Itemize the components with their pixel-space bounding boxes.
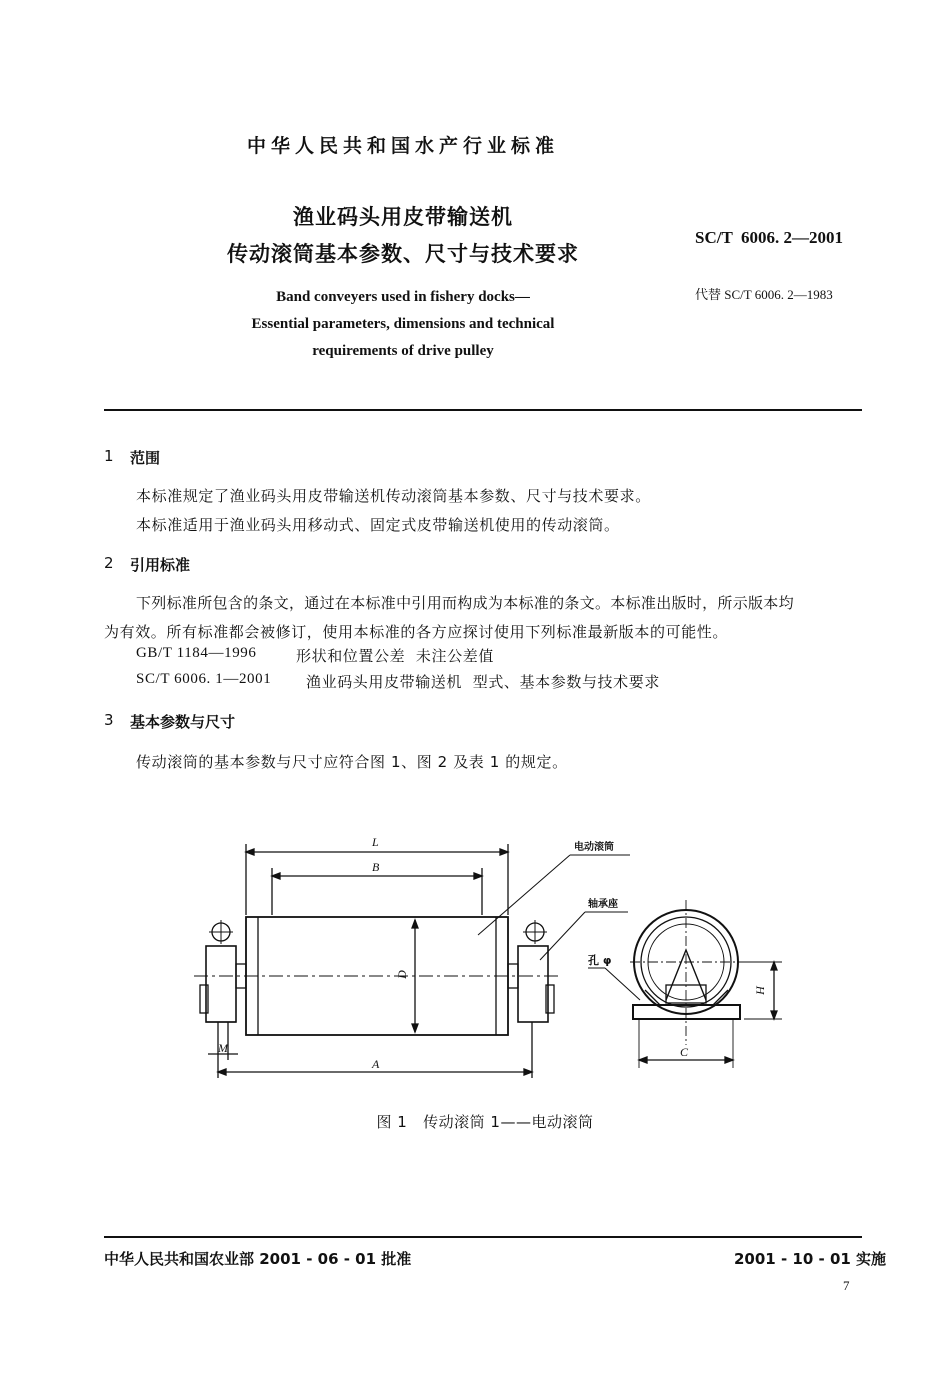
title-zh-line2: 传动滚筒基本参数、尺寸与技术要求 <box>227 242 579 266</box>
reference-1-title: 形状和位置公差 未注公差值 <box>296 647 494 665</box>
page-number: 7 <box>843 1278 850 1293</box>
section-3-title: 基本参数与尺寸 <box>130 713 236 731</box>
dim-A-label: A <box>372 1057 380 1071</box>
standard-category: 中华人民共和国水产行业标准 <box>246 135 559 157</box>
section-2-number: 2 <box>104 554 114 572</box>
dim-D-label: D <box>394 970 409 979</box>
dim-L-label: L <box>372 835 379 849</box>
section-1-para-2: 本标准适用于渔业码头用移动式、固定式皮带输送机使用的传动滚筒。 <box>136 516 620 534</box>
section-3-para-1: 传动滚筒的基本参数与尺寸应符合图 1、图 2 及表 1 的规定。 <box>136 753 568 771</box>
label-motor-pulley: 电动滚筒 <box>574 842 614 853</box>
section-1-number: 1 <box>104 447 114 465</box>
footer-rule <box>104 1236 862 1238</box>
section-3-number: 3 <box>104 711 114 729</box>
title-en-line1: Band conveyers used in fishery docks— <box>276 289 530 305</box>
reference-2-title: 渔业码头用皮带输送机 型式、基本参数与技术要求 <box>306 673 660 691</box>
reference-2-code: SC/T 6006. 1—2001 <box>136 671 272 687</box>
title-zh-line1: 渔业码头用皮带输送机 <box>293 205 513 229</box>
figure-1-caption: 图 1 传动滚筒 1——电动滚筒 <box>376 1113 594 1131</box>
dim-M-label: M <box>218 1041 228 1055</box>
replaces-note: 代替 SC/T 6006. 2—1983 <box>695 287 833 302</box>
label-bearing-seat: 轴承座 <box>588 899 618 910</box>
section-2-para-2: 为有效。所有标准都会被修订，使用本标准的各方应探讨使用下列标准最新版本的可能性。 <box>104 623 729 641</box>
effective-date: 2001 - 10 - 01 实施 <box>734 1250 887 1268</box>
dim-H-label: H <box>752 986 767 995</box>
dim-C-label: C <box>680 1045 689 1059</box>
section-2-title: 引用标准 <box>130 556 191 574</box>
section-2-para-1: 下列标准所包含的条文，通过在本标准中引用而构成为本标准的条文。本标准出版时，所示版本均 <box>136 594 794 612</box>
dim-B-label: B <box>372 860 380 874</box>
reference-1-code: GB/T 1184—1996 <box>136 645 257 661</box>
standard-number: SC/T 6006. 2—2001 <box>695 228 843 247</box>
section-1-title: 范围 <box>130 449 161 467</box>
issuer-approval: 中华人民共和国农业部 2001 - 06 - 01 批准 <box>104 1250 412 1268</box>
title-en-line2: Essential parameters, dimensions and technical <box>251 316 555 332</box>
title-en-line3: requirements of drive pulley <box>312 343 494 359</box>
label-hole: 孔 φ <box>588 954 612 967</box>
section-1-para-1: 本标准规定了渔业码头用皮带输送机传动滚筒基本参数、尺寸与技术要求。 <box>136 487 651 505</box>
